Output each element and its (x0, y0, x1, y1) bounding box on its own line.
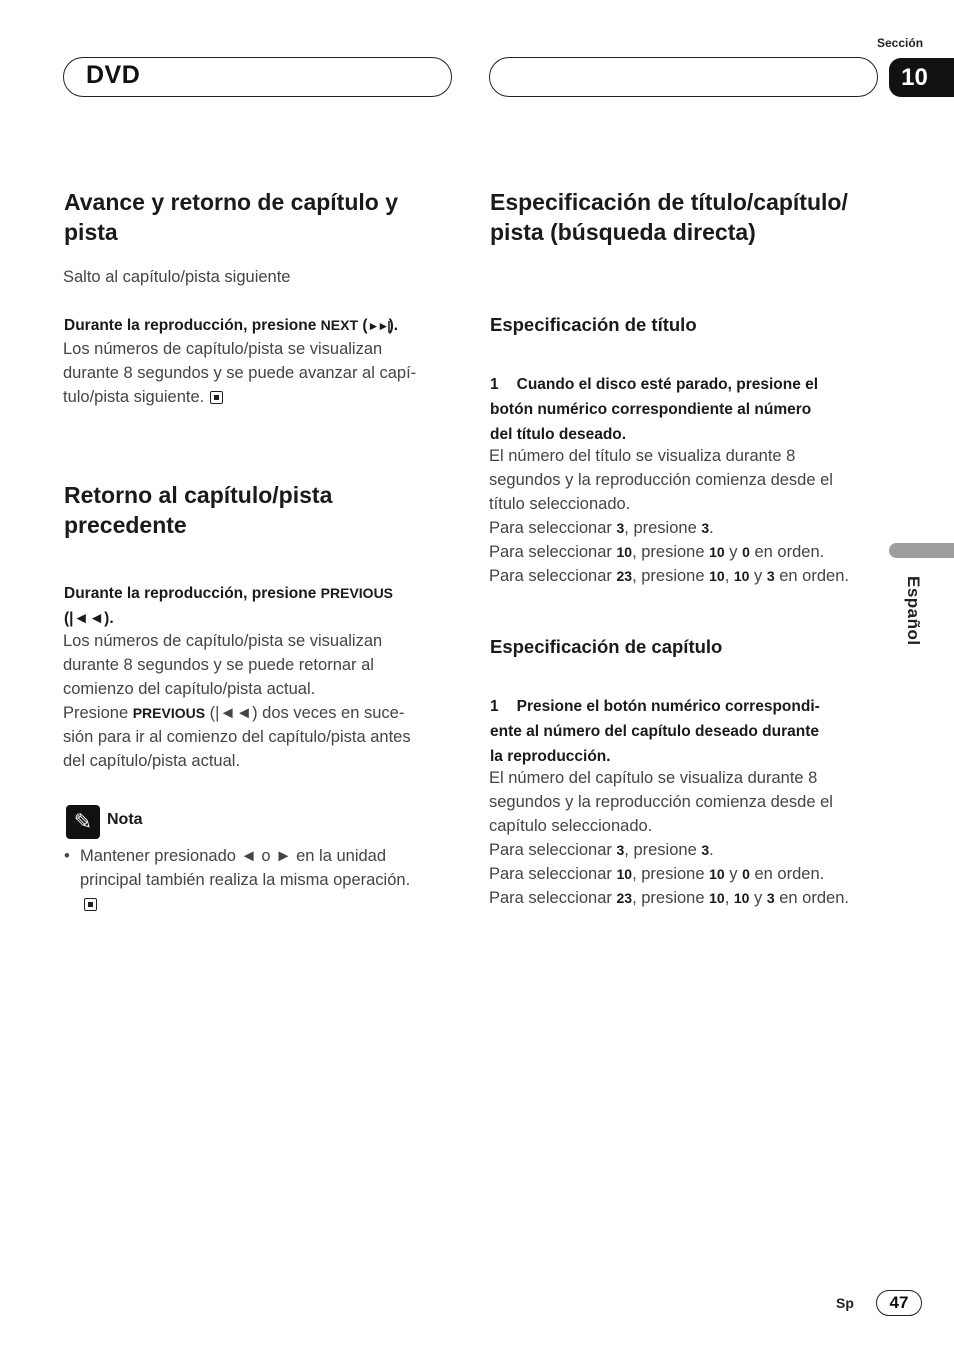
select-line: , presione (632, 865, 710, 883)
heading-line: pista (64, 219, 118, 245)
step-number: 1 (490, 698, 499, 715)
note-label: Nota (107, 811, 143, 828)
body-paragraph (489, 766, 849, 910)
step-line: ente al número del capítulo deseado durante (490, 723, 820, 740)
heading-line: Retorno al capítulo/pista (64, 482, 333, 508)
key-3: 3 (616, 842, 625, 858)
select-line: en orden. (774, 889, 849, 907)
heading-line: precedente (64, 512, 187, 538)
heading-line: pista (búsqueda directa) (490, 219, 756, 245)
section-heading-avance (64, 187, 398, 247)
select-line: , presione (624, 841, 702, 859)
heading-line: Avance y retorno de capítulo y (64, 189, 399, 215)
step-line: botón numérico correspondiente al número (490, 401, 812, 418)
body-line: capítulo seleccionado. (489, 817, 653, 835)
key-3: 3 (701, 842, 710, 858)
end-mark-icon (84, 898, 97, 911)
previous-symbol-icon: (|◄◄). (64, 610, 114, 627)
key-3: 3 (701, 520, 710, 536)
subheading-capitulo: Especificación de capítulo (490, 636, 723, 657)
body-line: sión para ir al comienzo del capítulo/pista antes (63, 728, 411, 746)
key-previous: PREVIOUS (132, 705, 206, 721)
footer-language-code: Sp (836, 1295, 854, 1311)
select-line: , presione (624, 519, 702, 537)
key-23: 23 (616, 568, 633, 584)
body-paragraph (63, 629, 411, 773)
body-line: El número del título se visualiza durante 8 (489, 447, 796, 465)
note-line: principal también realiza la misma operación. (80, 871, 411, 889)
note-pencil-icon: ✎ (66, 805, 100, 839)
body-line: comienzo del capítulo/pista actual. (63, 680, 316, 698)
key-0: 0 (742, 866, 750, 882)
body-line: Presione (63, 704, 133, 722)
step-line: del título deseado. (490, 426, 627, 443)
key-10: 10 (709, 890, 725, 906)
select-line: . (709, 519, 714, 537)
body-line: título seleccionado. (489, 495, 631, 513)
key-10: 10 (733, 890, 750, 906)
note-line: Mantener presionado ◄ o ► en la unidad (80, 847, 387, 865)
key-10: 10 (709, 866, 725, 882)
select-line: , presione (632, 543, 710, 561)
page-title: DVD (86, 61, 141, 89)
key-10: 10 (709, 544, 725, 560)
key-3: 3 (616, 520, 625, 536)
key-10: 10 (616, 866, 633, 882)
select-line: Para seleccionar (489, 567, 617, 585)
heading-line: Especificación de título/capítulo/ (490, 189, 848, 215)
intro-text: Salto al capítulo/pista siguiente (63, 268, 291, 286)
select-line: Para seleccionar (489, 543, 617, 561)
note-text (80, 844, 410, 916)
body-line: El número del capítulo se visualiza durante 8 (489, 769, 818, 787)
select-line: en orden. (749, 543, 825, 561)
section-heading-especificacion (490, 187, 848, 247)
select-line: , presione (632, 567, 710, 585)
instruction-previous (64, 581, 393, 631)
body-line: Los números de capítulo/pista se visualizan (63, 632, 383, 650)
select-line: Para seleccionar (489, 865, 617, 883)
body-line: segundos y la reproducción comienza desde el (489, 471, 833, 489)
section-heading-retorno (64, 480, 332, 540)
body-paragraph (489, 444, 849, 588)
instruction-next (64, 313, 398, 338)
select-line: y (749, 889, 767, 907)
select-line: en orden. (774, 567, 849, 585)
select-line: y (724, 543, 743, 561)
body-line: tulo/pista siguiente. (63, 388, 205, 406)
step-number: 1 (490, 376, 499, 393)
body-line: Los números de capítulo/pista se visualizan (63, 340, 383, 358)
header-title-frame (63, 57, 452, 97)
body-line: durante 8 segundos y se puede retornar al (63, 656, 374, 674)
select-line: Para seleccionar (489, 889, 617, 907)
step-titulo (490, 372, 818, 447)
subheading-titulo: Especificación de título (490, 314, 697, 335)
language-label: Español (904, 576, 923, 646)
body-paragraph (63, 337, 416, 409)
instruction-text: ( (358, 317, 368, 334)
key-10: 10 (616, 544, 633, 560)
select-line: Para seleccionar (489, 841, 617, 859)
select-line: . (709, 841, 714, 859)
end-mark-icon (210, 391, 223, 404)
key-0: 0 (742, 544, 750, 560)
step-line: Presione el botón numérico correspondi- (516, 698, 820, 715)
select-line: , (724, 567, 734, 585)
section-label: Sección (877, 36, 924, 50)
select-line: y (724, 865, 743, 883)
key-3: 3 (766, 568, 775, 584)
select-line: , presione (632, 889, 710, 907)
language-tab (889, 543, 954, 558)
section-number-badge: 10 (889, 58, 954, 97)
body-line: (|◄◄) dos veces en suce- (205, 704, 405, 722)
key-3: 3 (766, 890, 775, 906)
select-line: y (749, 567, 767, 585)
select-line: en orden. (749, 865, 825, 883)
header-right-frame (489, 57, 878, 97)
key-previous: PREVIOUS (320, 585, 394, 601)
next-symbol-icon: ►►| (367, 319, 389, 333)
body-line: durante 8 segundos y se puede avanzar al capí- (63, 364, 417, 382)
key-23: 23 (616, 890, 633, 906)
key-10: 10 (733, 568, 750, 584)
body-line: del capítulo/pista actual. (63, 752, 241, 770)
select-line: , (724, 889, 734, 907)
step-capitulo (490, 694, 820, 769)
body-line: segundos y la reproducción comienza desde el (489, 793, 833, 811)
note-bullet: • (64, 847, 70, 865)
instruction-text: ). (388, 317, 399, 334)
step-line: Cuando el disco esté parado, presione el (516, 376, 819, 393)
key-next: NEXT (320, 317, 359, 333)
instruction-text: Durante la reproducción, presione (64, 585, 321, 602)
page-number: 47 (876, 1290, 922, 1316)
instruction-text: Durante la reproducción, presione (64, 317, 321, 334)
key-10: 10 (709, 568, 725, 584)
select-line: Para seleccionar (489, 519, 617, 537)
step-line: la reproducción. (490, 748, 611, 765)
